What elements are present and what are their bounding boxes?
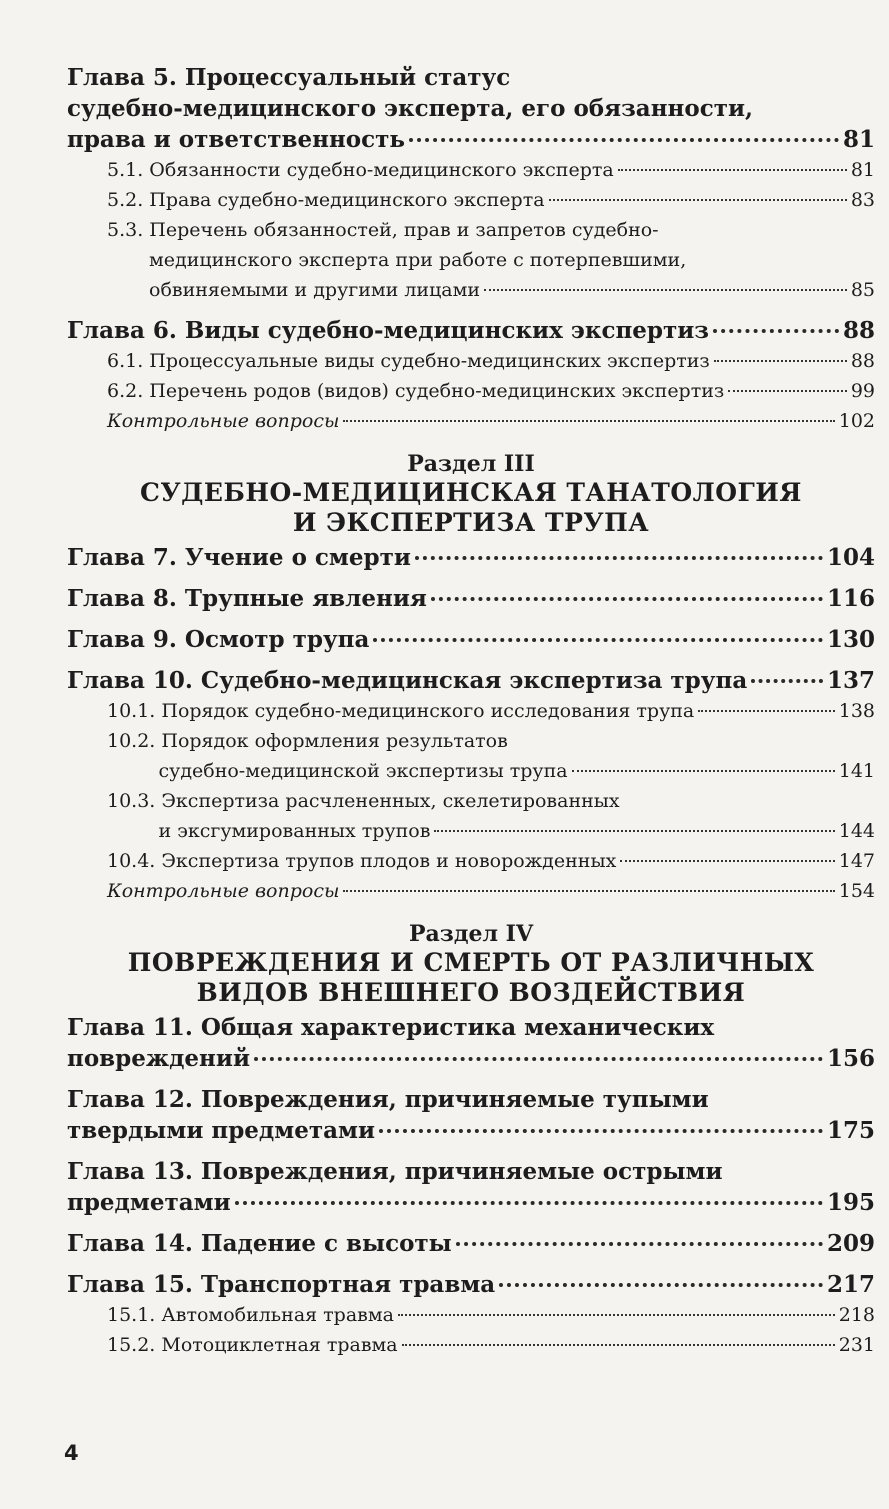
toc-page-number: 154 [838, 880, 875, 902]
toc-chapter[interactable] [67, 1156, 875, 1218]
toc-line [67, 624, 875, 655]
toc-page-number: 231 [838, 1334, 875, 1356]
toc-entry-text: Глава 8. Трупные явления [67, 585, 427, 612]
page-number: 4 [64, 1441, 79, 1465]
toc-chapter[interactable] [67, 62, 875, 155]
toc-entry-text: 6.2. Перечень родов (видов) судебно-медицинских экспертиз [107, 380, 725, 402]
toc-subsection[interactable] [67, 215, 875, 305]
dot-leader [484, 289, 847, 291]
toc-entry-text: повреждений [67, 1045, 251, 1072]
toc-line [67, 542, 875, 573]
toc-line [107, 876, 875, 906]
toc-subsection[interactable] [67, 1330, 875, 1360]
toc-page-number: 137 [826, 667, 875, 694]
toc-page-number: 195 [826, 1189, 875, 1216]
toc-entry-text: 10.4. Экспертиза трупов плодов и новорожденных [107, 850, 617, 872]
toc-line [107, 786, 875, 816]
toc-entry-text: и эксгумированных трупов [158, 820, 431, 842]
dot-leader [434, 830, 834, 832]
toc-entry-text: 5.1. Обязанности судебно-медицинского эксперта [107, 159, 614, 181]
toc-entry-text: Контрольные вопросы [107, 410, 340, 432]
toc-entry-text: предметами [67, 1189, 231, 1216]
toc-line [67, 62, 875, 93]
toc-subsection[interactable] [67, 786, 875, 846]
toc-line [67, 93, 875, 124]
toc-line [107, 1300, 875, 1330]
toc-subsection[interactable] [67, 155, 875, 185]
toc-line [67, 1084, 875, 1115]
toc-page-number: 147 [838, 850, 875, 872]
toc-subsection[interactable] [67, 696, 875, 726]
dot-leader [398, 1314, 835, 1316]
dot-leader [698, 710, 834, 712]
section-heading [67, 450, 875, 538]
toc-chapter[interactable] [67, 315, 875, 346]
toc-chapter[interactable] [67, 665, 875, 696]
toc-line [107, 756, 875, 786]
toc-entry-text: Контрольные вопросы [107, 880, 340, 902]
dot-leader [343, 890, 834, 892]
toc-chapter[interactable] [67, 1012, 875, 1074]
toc-entry-text: 10.1. Порядок судебно-медицинского исследования трупа [107, 700, 695, 722]
toc-line [107, 406, 875, 436]
toc-entry-text: Глава 15. Транспортная травма [67, 1271, 496, 1298]
toc-page-number: 156 [826, 1045, 875, 1072]
toc-review-questions[interactable] [67, 406, 875, 436]
toc-page-number: 99 [850, 380, 875, 402]
dot-leader [402, 1344, 835, 1346]
toc-entry-text: 15.1. Автомобильная травма [107, 1304, 394, 1326]
toc-line [67, 583, 875, 614]
dot-leader [618, 169, 847, 171]
toc-entry-text: Глава 5. Процессуальный статус [67, 64, 511, 91]
dot-leader [728, 390, 847, 392]
dot-leader [714, 360, 847, 362]
toc-line [107, 245, 875, 275]
toc-chapter[interactable] [67, 1084, 875, 1146]
toc-line [107, 185, 875, 215]
toc-entry-text: обвиняемыми и другими лицами [149, 279, 481, 301]
toc-line [107, 846, 875, 876]
toc-line [107, 376, 875, 406]
toc-page-number: 102 [838, 410, 875, 432]
toc-chapter[interactable] [67, 583, 875, 614]
dot-leader [713, 329, 839, 333]
toc-page-number: 81 [850, 159, 875, 181]
toc-page-number: 218 [838, 1304, 875, 1326]
toc-page-number: 81 [842, 126, 875, 153]
toc-entry-text: Глава 7. Учение о смерти [67, 544, 411, 571]
toc-line [107, 275, 875, 305]
dot-leader [456, 1242, 823, 1246]
toc-page-number: 83 [850, 189, 875, 211]
toc-subsection[interactable] [67, 185, 875, 215]
toc-page-number: 85 [850, 279, 875, 301]
dot-leader [415, 556, 823, 560]
toc-entry-text: Глава 12. Повреждения, причиняемые тупыми [67, 1086, 709, 1113]
toc-entry-text: медицинского эксперта при работе с потерпевшими, [149, 249, 687, 271]
toc-page-number: 138 [838, 700, 875, 722]
section-title: И ЭКСПЕРТИЗА ТРУПА [292, 508, 650, 537]
toc-subsection[interactable] [67, 846, 875, 876]
dot-leader [409, 138, 839, 142]
toc-line [107, 1330, 875, 1360]
section-heading [67, 920, 875, 1008]
toc-entry-text: судебно-медицинской экспертизы трупа [158, 760, 568, 782]
toc-entry-text: 5.3. Перечень обязанностей, прав и запретов судебно- [107, 219, 659, 241]
toc-entry-text: 6.1. Процессуальные виды судебно-медицинских экспертиз [107, 350, 710, 372]
toc-review-questions[interactable] [67, 876, 875, 906]
toc-page-number: 175 [826, 1117, 875, 1144]
toc-subsection[interactable] [67, 726, 875, 786]
toc-line [107, 155, 875, 185]
section-number: Раздел III [407, 451, 535, 477]
section-number: Раздел IV [408, 921, 534, 947]
toc-line [67, 1269, 875, 1300]
toc-line [67, 665, 875, 696]
toc-entry-text: судебно-медицинского эксперта, его обязанности, [67, 95, 754, 122]
section-title: ВИДОВ ВНЕШНЕГО ВОЗДЕЙСТВИЯ [196, 978, 746, 1007]
toc-page-number: 141 [838, 760, 875, 782]
toc-line [107, 696, 875, 726]
toc-page-number: 209 [826, 1230, 875, 1257]
dot-leader [751, 679, 823, 683]
toc-line [67, 1187, 875, 1218]
toc-subsection[interactable] [67, 376, 875, 406]
toc-entry-text: 5.2. Права судебно-медицинского эксперта [107, 189, 545, 211]
toc-entry-text: Глава 6. Виды судебно-медицинских экспертиз [67, 317, 709, 344]
toc-line [107, 816, 875, 846]
toc-page-number: 88 [842, 317, 875, 344]
toc-entry-text: 15.2. Мотоциклетная травма [107, 1334, 398, 1356]
dot-leader [373, 638, 823, 642]
toc-entry-text: Глава 14. Падение с высоты [67, 1230, 452, 1257]
toc-line [67, 315, 875, 346]
toc-entry-text: Глава 10. Судебно-медицинская экспертиза трупа [67, 667, 748, 694]
toc-page-number: 144 [838, 820, 875, 842]
toc-chapter[interactable] [67, 542, 875, 573]
toc-entry-text: 10.3. Экспертиза расчлененных, скелетированных [107, 790, 620, 812]
toc-entry-text: Глава 13. Повреждения, причиняемые острыми [67, 1158, 723, 1185]
toc-subsection[interactable] [67, 346, 875, 376]
toc-line [67, 1156, 875, 1187]
toc-page-number: 130 [826, 626, 875, 653]
dot-leader [254, 1057, 823, 1061]
toc-chapter[interactable] [67, 624, 875, 655]
toc-chapter[interactable] [67, 1269, 875, 1300]
toc-page-number: 104 [826, 544, 875, 571]
dot-leader [343, 420, 834, 422]
toc-chapter[interactable] [67, 1228, 875, 1259]
section-title: ПОВРЕЖДЕНИЯ И СМЕРТЬ ОТ РАЗЛИЧНЫХ [127, 948, 815, 977]
toc-line [67, 124, 875, 155]
toc-entry-text: Глава 11. Общая характеристика механических [67, 1014, 715, 1041]
dot-leader [499, 1283, 823, 1287]
toc-line [67, 1228, 875, 1259]
toc-entry-text: Глава 9. Осмотр трупа [67, 626, 370, 653]
toc-line [67, 1115, 875, 1146]
toc-line [107, 215, 875, 245]
toc-line [67, 1012, 875, 1043]
dot-leader [431, 597, 823, 601]
section-title: СУДЕБНО-МЕДИЦИНСКАЯ ТАНАТОЛОГИЯ [140, 478, 802, 507]
dot-leader [620, 860, 834, 862]
toc-entry-text: твердыми предметами [67, 1117, 376, 1144]
dot-leader [379, 1129, 823, 1133]
dot-leader [572, 770, 835, 772]
toc-page-number: 116 [826, 585, 875, 612]
dot-leader [235, 1201, 823, 1205]
toc-entry-text: 10.2. Порядок оформления результатов [107, 730, 508, 752]
table-of-contents [67, 58, 875, 1360]
toc-page-number: 88 [850, 350, 875, 372]
toc-line [107, 726, 875, 756]
toc-line [107, 346, 875, 376]
toc-page-number: 217 [826, 1271, 875, 1298]
toc-subsection[interactable] [67, 1300, 875, 1330]
toc-line [67, 1043, 875, 1074]
dot-leader [549, 199, 847, 201]
toc-entry-text: права и ответственность [67, 126, 405, 153]
